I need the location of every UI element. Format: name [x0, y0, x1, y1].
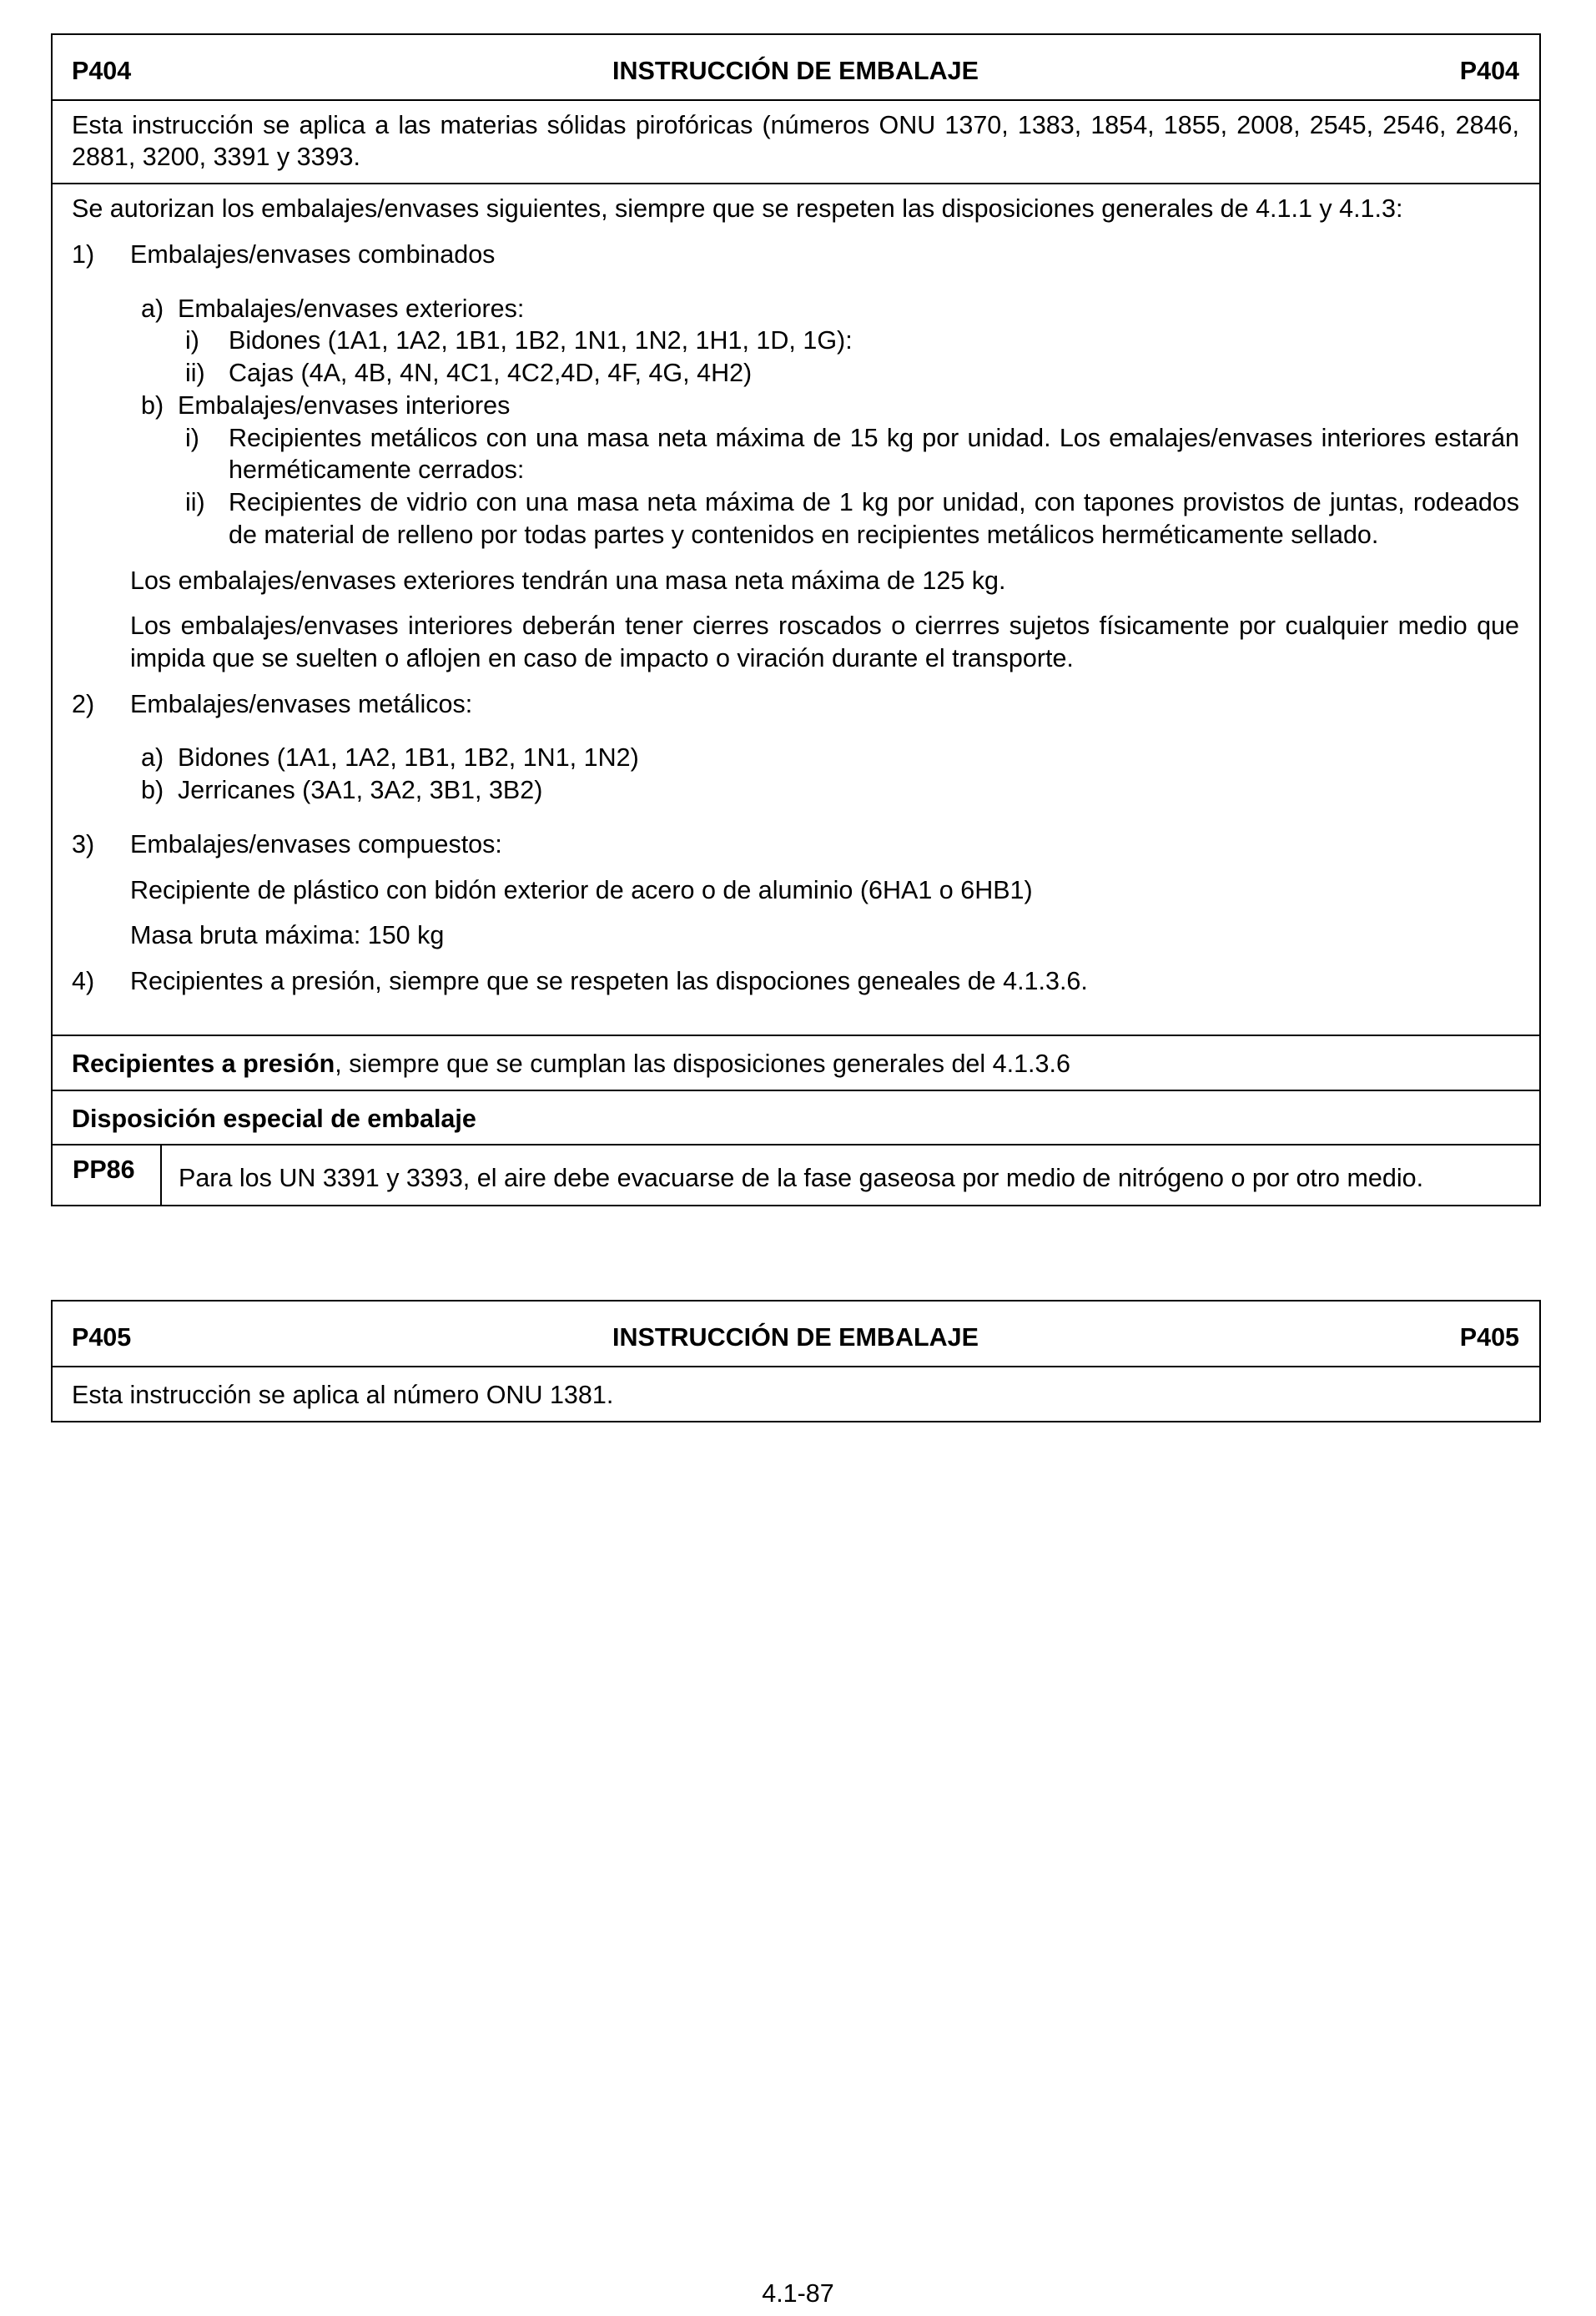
p404-scope-row: [53, 101, 1539, 184]
p404-instruction-table: [51, 33, 1541, 1206]
p405-instruction-table: [51, 1300, 1541, 1422]
p405-header: [53, 1301, 1539, 1367]
section-1a-i-text: Bidones (1A1, 1A2, 1B1, 1B2, 1N1, 1N2, 1H1, 1D, 1G):: [229, 326, 853, 355]
section-3-number: 3): [72, 829, 95, 858]
section-1b: [141, 390, 1519, 422]
section-2a-text: Bidones (1A1, 1A2, 1B1, 1B2, 1N1, 1N2): [178, 743, 639, 773]
section-2b-letter: b): [141, 776, 164, 805]
section-1-number: 1): [72, 239, 95, 269]
section-1-title: Embalajes/envases combinados: [130, 239, 496, 269]
special-provision-title: Disposición especial de embalaje: [72, 1104, 476, 1133]
p405-code-left: P405: [72, 1323, 132, 1352]
section-1b-i: [185, 422, 1519, 486]
section-2-title: Embalajes/envases metálicos:: [130, 689, 473, 718]
section-2a-letter: a): [141, 743, 164, 773]
section-1a-i-number: i): [185, 326, 199, 355]
section-1a-ii-text: Cajas (4A, 4B, 4N, 4C1, 4C2,4D, 4F, 4G, 4H2): [229, 359, 753, 388]
p404-intro: Se autorizan los embalajes/envases siguientes, siempre que se respeten las disposiciones generales de 4.1.1 y 4.1.3:: [72, 194, 1403, 224]
section-1b-ii-number: ii): [185, 488, 205, 517]
section-2-number: 2): [72, 689, 95, 718]
section-1a-ii: [185, 357, 1519, 390]
section-1b-i-number: i): [185, 423, 199, 452]
section-3-title: Embalajes/envases compuestos:: [130, 829, 502, 858]
section-1-note-closures: Los embalajes/envases interiores deberán tener cierres roscados o cierrres sujetos físicamente por cualquier medio que impida que se suelten o aflojen en caso de impacto o viración durante el transporte.: [130, 612, 1519, 673]
section-2b-text: Jerricanes (3A1, 3A2, 3B1, 3B2): [178, 776, 543, 805]
section-1b-text: Embalajes/envases interiores: [178, 390, 511, 420]
section-3: [72, 828, 1519, 861]
section-4-text: Recipientes a presión, siempre que se respeten las dispociones geneales de 4.1.3.6.: [130, 967, 1088, 996]
section-1a: [141, 293, 1519, 325]
section-4-number: 4): [72, 967, 95, 996]
pressure-receptacles-row: [53, 1036, 1539, 1091]
section-1b-letter: b): [141, 390, 164, 420]
pp86-row: [53, 1145, 1539, 1205]
pp86-text: Para los UN 3391 y 3393, el aire debe evacuarse de la fase gaseosa por medio de nitrógeno o por otro medio.: [179, 1164, 1424, 1193]
p405-scope-row: [53, 1367, 1539, 1422]
p405-code-right: P405: [1459, 1323, 1519, 1352]
section-3-composite-line: Recipiente de plástico con bidón exterior de acero o de aluminio (6HA1 o 6HB1): [130, 875, 1033, 904]
pp86-code: PP86: [53, 1145, 162, 1205]
p405-scope-text: Esta instrucción se aplica al número ONU 1381.: [72, 1380, 614, 1409]
section-2a: [141, 742, 1519, 774]
section-1a-i: [185, 325, 1519, 357]
section-1b-i-text: Recipientes metálicos con una masa neta máxima de 15 kg por unidad. Los emalajes/envases interiores estarán herméticamente cerrados:: [229, 423, 1519, 485]
pressure-receptacles-rest: , siempre que se cumplan las disposiciones generales del 4.1.3.6: [335, 1049, 1070, 1078]
section-1a-ii-number: ii): [185, 359, 205, 388]
section-1a-text: Embalajes/envases exteriores:: [178, 294, 525, 323]
section-1: [72, 239, 1519, 271]
page-number: 4.1-87: [762, 2279, 834, 2308]
section-1a-letter: a): [141, 294, 164, 323]
p404-code-left: P404: [72, 57, 132, 85]
section-4: [72, 965, 1519, 998]
section-1b-ii-text: Recipientes de vidrio con una masa neta máxima de 1 kg por unidad, con tapones provistos de juntas, rodeados de material de relleno por todas partes y contenidos en recipientes metálicos herméticamente sellado.: [229, 488, 1519, 549]
section-2: [72, 688, 1519, 721]
pressure-receptacles-bold: Recipientes a presión: [72, 1049, 335, 1078]
p404-packagings-row: [53, 184, 1539, 1036]
p405-title: INSTRUCCIÓN DE EMBALAJE: [612, 1323, 979, 1352]
p404-code-right: P404: [1459, 57, 1519, 85]
section-2b: [141, 774, 1519, 807]
p404-header: [53, 35, 1539, 101]
section-3-gross-mass: Masa bruta máxima: 150 kg: [130, 921, 445, 950]
section-1b-ii: [185, 486, 1519, 551]
p404-scope-text: Esta instrucción se aplica a las materias sólidas pirofóricas (números ONU 1370, 1383, 1854, 1855, 2008, 2545, 2546, 2846, 2881, 3200, 3391 y 3393.: [72, 110, 1519, 172]
section-1-note-outer-mass: Los embalajes/envases exteriores tendrán una masa neta máxima de 125 kg.: [130, 566, 1006, 595]
p404-title: INSTRUCCIÓN DE EMBALAJE: [612, 57, 979, 85]
special-provision-title-row: [53, 1091, 1539, 1146]
